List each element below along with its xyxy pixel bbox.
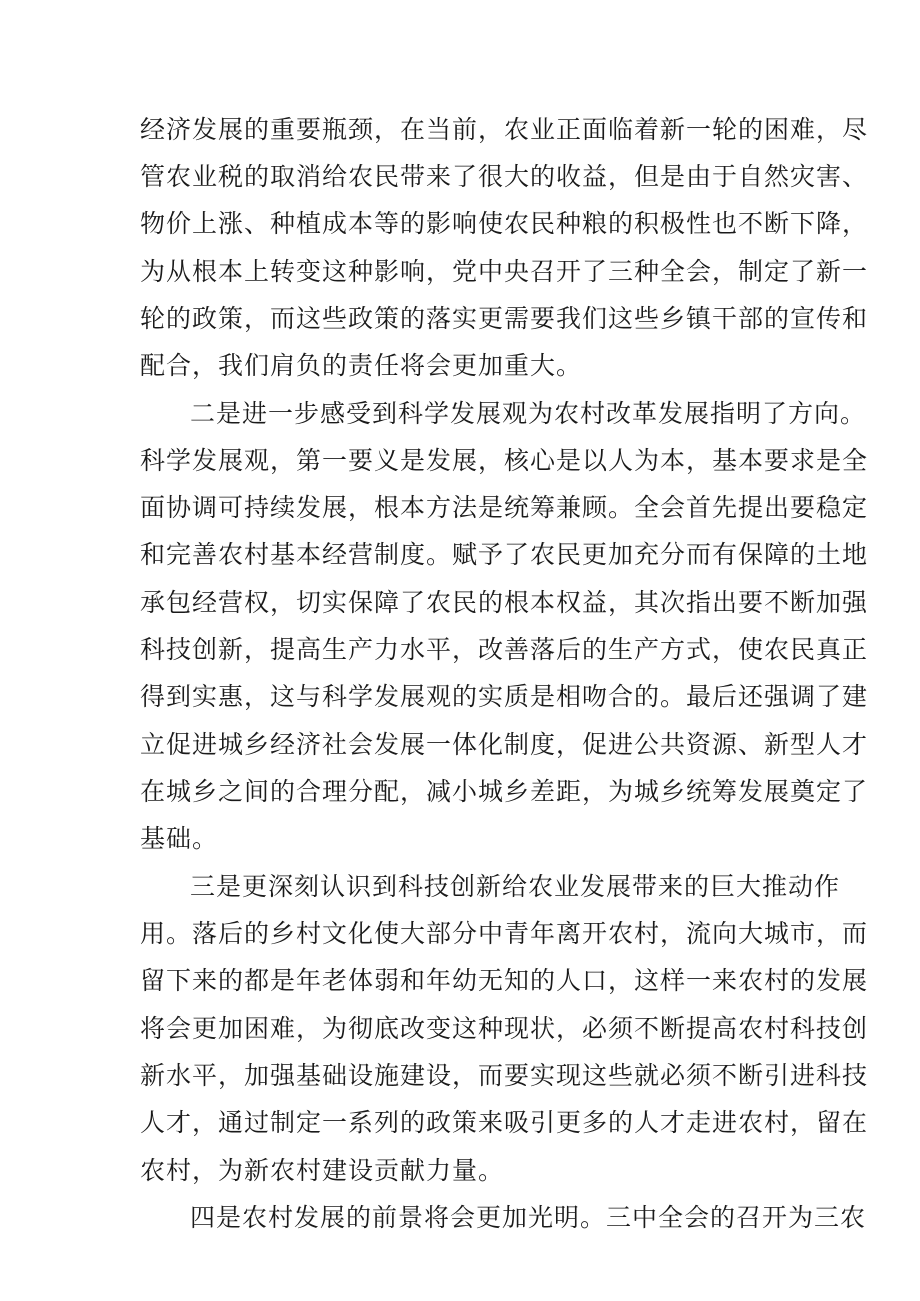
text-line: 科学发展观，第一要义是发展，核心是以人为本，基本要求是全	[140, 446, 869, 475]
text-line: 轮的政策，而这些政策的落实更需要我们这些乡镇干部的宣传和	[140, 304, 869, 333]
text-line: 新水平，加强基础设施建设，而要实现这些就必须不断引进科技	[140, 1061, 869, 1090]
text-line: 基础。	[140, 824, 219, 853]
text-line: 管农业税的取消给农民带来了很大的收益，但是由于自然灾害、	[140, 162, 869, 191]
paragraph-heading: 四是农村发展的前景将会更加光明。三中全会的召开为三农	[190, 1203, 867, 1232]
text-line: 农村，为新农村建设贡献力量。	[140, 1156, 505, 1185]
text-line: 面协调可持续发展，根本方法是统筹兼顾。全会首先提出要稳定	[140, 493, 869, 522]
paragraph-heading: 二是进一步感受到科学发展观为农村改革发展指明了方向。	[190, 399, 867, 428]
paragraph-heading: 三是更深刻认识到科技创新给农业发展带来的巨大推动作	[190, 872, 841, 901]
text-line: 在城乡之间的合理分配，减小城乡差距，为城乡统筹发展奠定了	[140, 777, 869, 806]
text-line: 人才，通过制定一系列的政策来吸引更多的人才走进农村，留在	[140, 1108, 869, 1137]
text-line: 用。落后的乡村文化使大部分中青年离开农村，流向大城市，而	[140, 919, 869, 948]
text-line: 立促进城乡经济社会发展一体化制度，促进公共资源、新型人才	[140, 730, 869, 759]
text-line: 将会更加困难，为彻底改变这种现状，必须不断提高农村科技创	[140, 1014, 869, 1043]
text-line: 和完善农村基本经营制度。赋予了农民更加充分而有保障的土地	[140, 540, 869, 569]
text-line: 为从根本上转变这种影响，党中央召开了三种全会，制定了新一	[140, 257, 869, 286]
text-line: 物价上涨、种植成本等的影响使农民种粮的积极性也不断下降，	[140, 209, 869, 238]
text-line: 科技创新，提高生产力水平，改善落后的生产方式，使农民真正	[140, 635, 869, 664]
text-line: 承包经营权，切实保障了农民的根本权益，其次指出要不断加强	[140, 588, 869, 617]
text-line: 留下来的都是年老体弱和年幼无知的人口，这样一来农村的发展	[140, 966, 869, 995]
text-line: 得到实惠，这与科学发展观的实质是相吻合的。最后还强调了建	[140, 682, 869, 711]
text-line: 配合，我们肩负的责任将会更加重大。	[140, 351, 583, 380]
text-line: 经济发展的重要瓶颈，在当前，农业正面临着新一轮的困难，尽	[140, 115, 869, 144]
